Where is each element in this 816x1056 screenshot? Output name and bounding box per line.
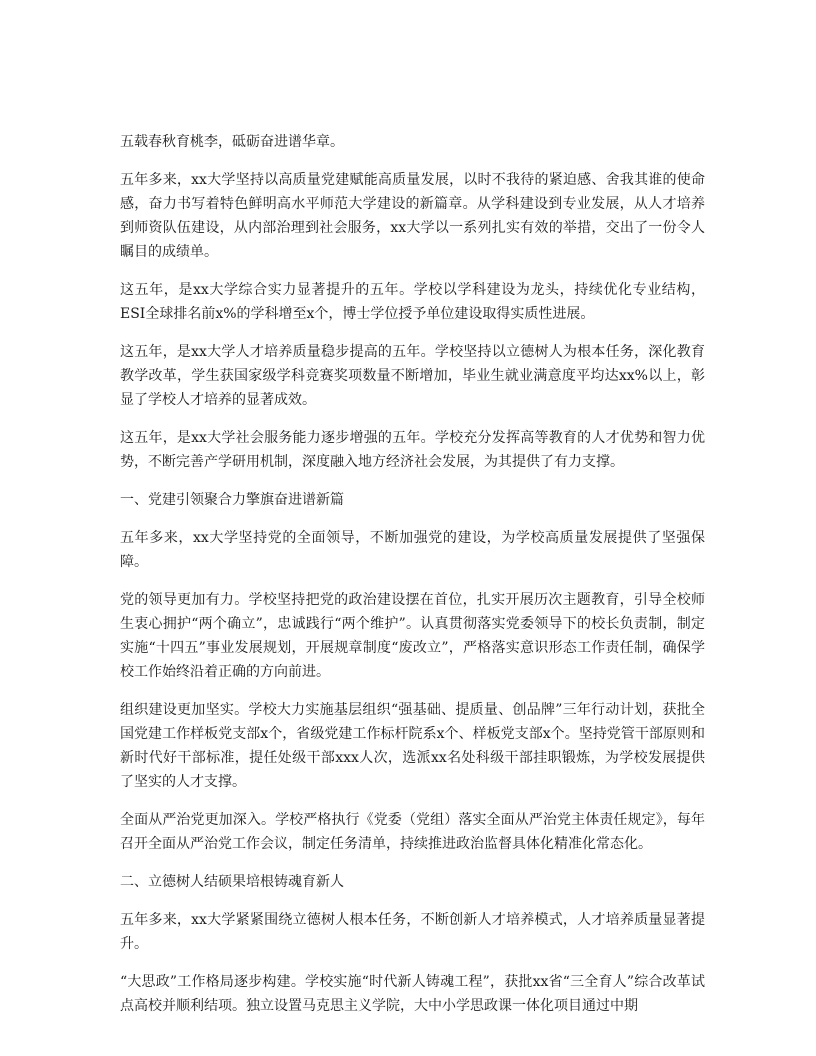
paragraph-overview: 五年多来，xx大学坚持以高质量党建赋能高质量发展，以时不我待的紧迫感、舍我其谁的使命感，奋力书写着特色鲜明高水平师范大学建设的新篇章。从学科建设到专业发展，从人才培养到师资队伍建设，从内部治理到社会服务，xx大学以一系列扎实有效的举措，交出了一份令人瞩目的成绩单。	[120, 172, 705, 260]
paragraph-organization: 组织建设更加坚实。学校大力实施基层组织“强基础、提质量、创品牌”三年行动计划，获批全国党建工作样板党支部x个，省级党建工作标杆院系x个、样板党支部x个。坚持党管干部原则和新时代好干部标准，提任处级干部xxx人次，选派xx名处科级干部挂职锻炼，为学校发展提供了坚实的人才支撑。	[120, 702, 705, 790]
section-heading-1: 一、党建引领聚合力擎旗奋进谱新篇	[120, 492, 344, 508]
document-body	[120, 130, 705, 1032]
paragraph-ideology: “大思政”工作格局逐步构建。学校实施“时代新人铸魂工程”，获批xx省“三全育人”综合改革试点高校并顺利结项。独立设置马克思主义学院，大中小学思政课一体化项目通过中期	[120, 974, 705, 1014]
paragraph-strength: 这五年，是xx大学综合实力显著提升的五年。学校以学科建设为龙头，持续优化专业结构，ESI全球排名前x%的学科增至x个，博士学位授予单位建设取得实质性进展。	[120, 282, 705, 322]
paragraph-talent: 这五年，是xx大学人才培养质量稳步提高的五年。学校坚持以立德树人为根本任务，深化教育教学改革，学生获国家级学科竞赛奖项数量不断增加，毕业生就业满意度平均达xx%以上，彰显了学校人才培养的显著成效。	[120, 344, 705, 408]
paragraph-service: 这五年，是xx大学社会服务能力逐步增强的五年。学校充分发挥高等教育的人才优势和智力优势，不断完善产学研用机制，深度融入地方经济社会发展，为其提供了有力支撑。	[120, 430, 705, 470]
paragraph-education-intro: 五年多来，xx大学紧紧围绕立德树人根本任务，不断创新人才培养模式，人才培养质量显著提升。	[120, 912, 705, 952]
paragraph-discipline: 全面从严治党更加深入。学校严格执行《党委（党组）落实全面从严治党主体责任规定》，每年召开全面从严治党工作会议，制定任务清单，持续推进政治监督具体化精准化常态化。	[120, 812, 705, 852]
intro-line: 五载春秋育桃李，砥砺奋进谱华章。	[120, 134, 344, 150]
section-heading-2: 二、立德树人结硕果培根铸魂育新人	[120, 874, 344, 890]
paragraph-party-intro: 五年多来，xx大学坚持党的全面领导，不断加强党的建设，为学校高质量发展提供了坚强保障。	[120, 530, 705, 570]
paragraph-party-leadership: 党的领导更加有力。学校坚持把党的政治建设摆在首位，扎实开展历次主题教育，引导全校师生衷心拥护“两个确立”，忠诚践行“两个维护”。认真贯彻落实党委领导下的校长负责制，制定实施“十四五”事业发展规划，开展规章制度“废改立”，严格落实意识形态工作责任制，确保学校工作始终沿着正确的方向前进。	[120, 592, 705, 680]
